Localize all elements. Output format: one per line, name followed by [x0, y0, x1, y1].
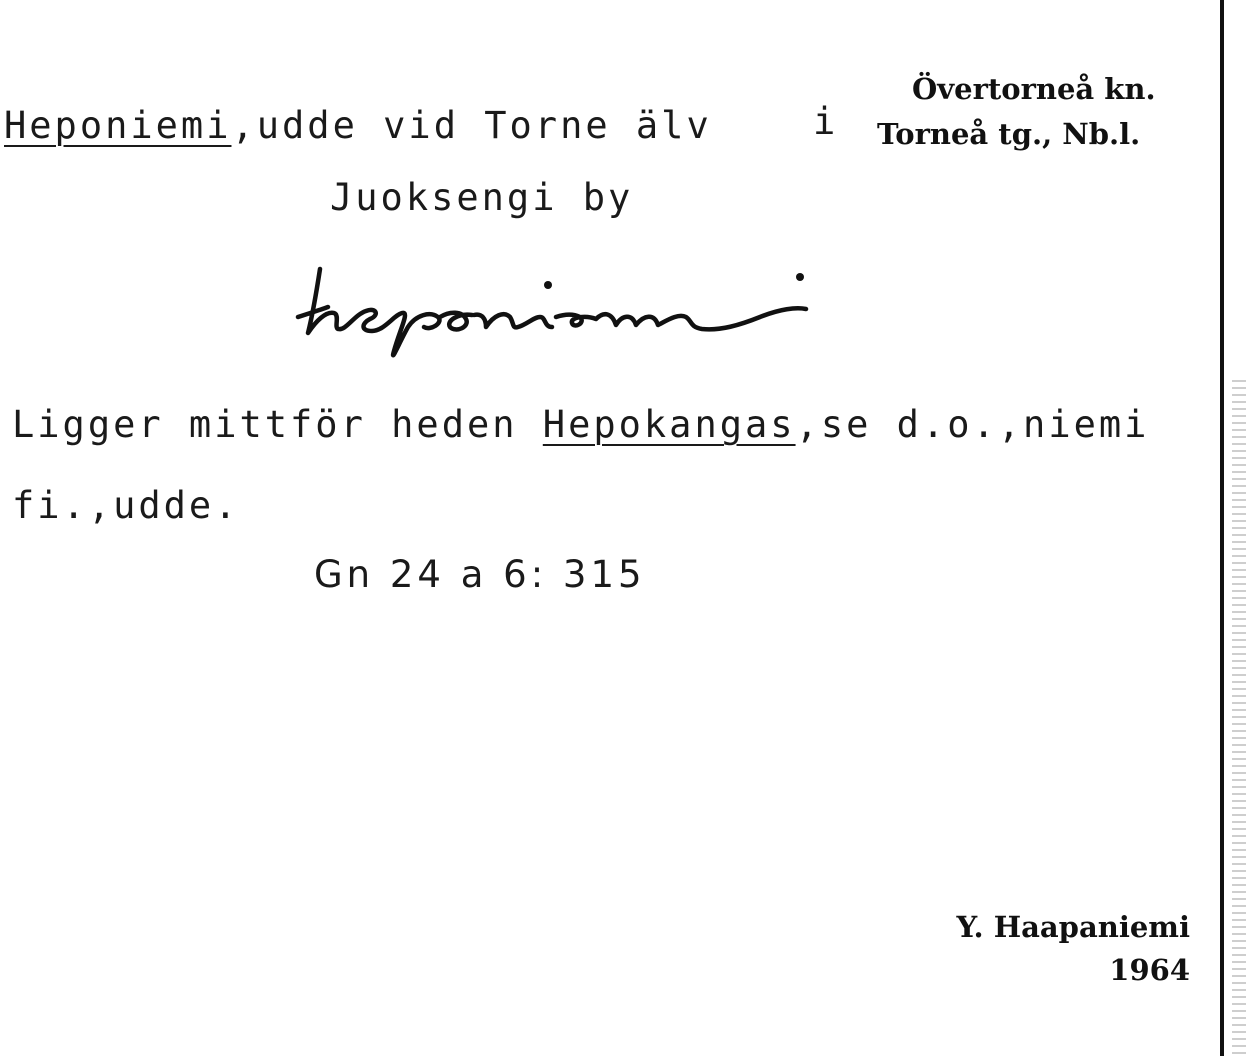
collector-stamp: Y. Haapaniemi	[956, 910, 1190, 944]
parish-stamp: Övertorneå kn.	[912, 72, 1156, 106]
archive-reference: Gn 24 a 6: 315	[314, 553, 646, 596]
headline-rest: ,udde vid Torne älv	[231, 104, 712, 147]
district-stamp: Torneå tg., Nb.l.	[877, 117, 1141, 151]
headline-i: i	[813, 100, 839, 143]
handwritten-name	[290, 255, 830, 375]
description-line-2: fi.,udde.	[12, 484, 240, 527]
description-text-a: Ligger mittför heden	[12, 403, 543, 446]
year-stamp: 1964	[1109, 953, 1190, 987]
village: Juoksengi by	[330, 176, 634, 219]
description-text-b: ,se d.o.,niemi	[795, 403, 1150, 446]
description-line-1	[12, 403, 1149, 446]
card-edge-shadow	[1232, 380, 1246, 1056]
headword: Heponiemi	[4, 104, 232, 147]
card-edge-line	[1220, 0, 1224, 1056]
cross-reference: Hepokangas	[542, 403, 796, 446]
headline	[4, 104, 712, 147]
